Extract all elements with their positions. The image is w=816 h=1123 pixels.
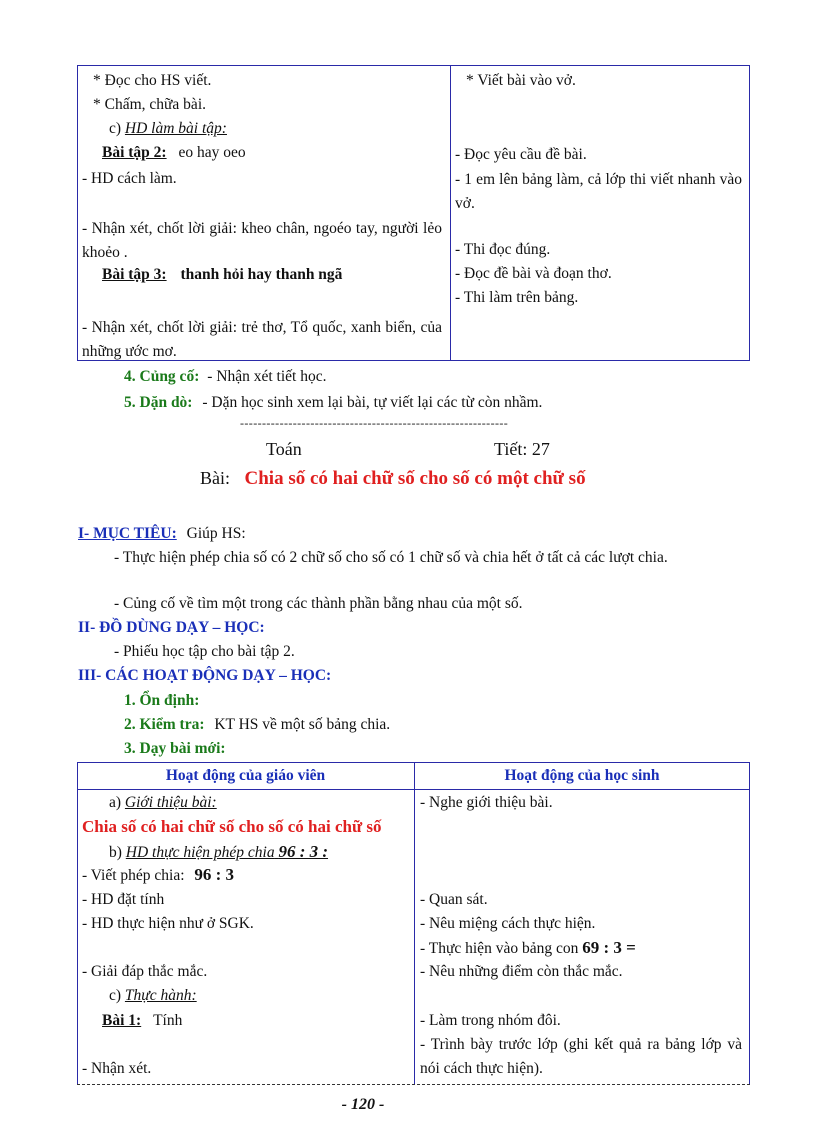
gioi-thieu-prefix: a) [109,794,125,811]
thuc-hanh-prefix: c) [109,987,125,1004]
top-left-line-2: * Chấm, chữa bài. [93,96,206,113]
top-left-line-3 [109,120,227,138]
hd-thuc-hien: - HD thực hiện như ở SGK. [82,915,254,932]
exercise-2-label: Bài tập 2: [102,144,167,161]
exercise-2-text: eo hay oeo [178,144,246,161]
student-line-7: - Trình bày trước lớp (ghi kết quả ra bảng lớp và nói cách thực hiện). [420,1036,742,1077]
section-1-p2: - Củng cố về tìm một trong các thành phần bằng nhau của một số. [114,595,523,612]
hd-lam-bai-tap: HD làm bài tập: [124,120,227,137]
thuc-hanh-line [109,987,197,1005]
hd-phep-chia [126,844,328,861]
section-3-heading: III- CÁC HOẠT ĐỘNG DẠY – HỌC: [78,667,332,684]
gioi-thieu-line [109,794,217,812]
exercise-3-label: Bài tập 3: [102,266,167,283]
hd-phep-chia-line [109,842,328,862]
top-right-line-2: - Đọc yêu cầu đề bài. [455,146,587,163]
dan-do-line [124,394,542,412]
exercise-1-line [102,1012,182,1030]
section-1-p1: - Thực hiện phép chia số có 2 chữ số cho số có 1 chữ số và chia hết ở tất cả các lượt chia. [114,549,668,566]
hd-phep-chia-expr: 96 : 3 : [278,842,329,861]
dan-do-label: 5. Dặn dò: [124,394,193,411]
step-2-text: KT HS về một số bảng chia. [214,716,391,733]
gioi-thieu-bai: Giới thiệu bài: [124,794,217,811]
step-1: 1. Ổn định: [124,692,200,709]
top-right-line-5: - Đọc đề bài và đoạn thơ. [455,265,612,282]
exercise-1-text: Tính [153,1012,183,1029]
period: Tiết: 27 [494,439,550,459]
cung-co-line [124,368,326,386]
viet-phep-chia-expr: 96 : 3 [194,865,235,884]
header-student: Hoạt động của học sinh [504,767,660,784]
viet-phep-chia: - Viết phép chia: [82,867,185,884]
dan-do-text: - Dặn học sinh xem lại bài, tự viết lại các từ còn nhầm. [202,394,543,411]
cung-co-label: 4. Củng cố: [124,368,200,385]
student-line-4-expr: 69 : 3 = [582,938,636,957]
section-1-heading-line [78,525,246,543]
lesson-label: Bài: [200,468,230,488]
student-line-6: - Làm trong nhóm đôi. [420,1012,561,1029]
bottom-table-divider [414,762,415,1084]
separator: ------------------------------------------------------------- [240,416,509,430]
top-left-line-1: * Đọc cho HS viết. [93,72,212,89]
section-1-intro: Giúp HS: [186,525,246,542]
giai-dap: - Giải đáp thắc mắc. [82,963,208,980]
hd-phep-chia-prefix: b) [109,844,126,861]
top-left-line-5: - HD cách làm. [82,170,177,187]
top-right-line-4: - Thi đọc đúng. [455,241,551,258]
student-line-4-text: - Thực hiện vào bảng con [420,940,579,957]
exercise-1-label: Bài 1: [102,1012,142,1029]
student-line-4 [420,938,636,958]
step-2-label: 2. Kiểm tra: [124,716,205,733]
thuc-hanh: Thực hành: [124,987,197,1004]
lesson-title: Chia số có hai chữ số cho số có một chữ số [244,468,586,489]
section-1-heading: I- MỤC TIÊU: [78,525,177,542]
top-table-divider [450,65,451,361]
exercise-3-line [102,266,342,284]
top-left-line-8: - Nhận xét, chốt lời giải: trẻ thơ, Tổ quốc, xanh biển, của những ước mơ. [82,319,442,360]
top-right-line-3: - 1 em lên bảng làm, cả lớp thi viết nhanh vào vở. [455,171,742,212]
student-line-2: - Quan sát. [420,891,488,908]
nhan-xet: - Nhận xét. [82,1060,152,1077]
subject: Toán [266,439,302,459]
top-right-line-1: * Viết bài vào vở. [466,72,576,89]
step-3: 3. Dạy bài mới: [124,740,226,757]
hd-dat-tinh: - HD đặt tính [82,891,165,908]
viet-phep-chia-line [82,865,234,885]
footer-rule [77,1084,750,1085]
top-left-line-3-prefix: c) [109,120,125,137]
bottom-table-header-rule [77,789,750,790]
section-2-p1: - Phiếu học tập cho bài tập 2. [114,643,295,660]
hd-phep-chia-text: HD thực hiện phép chia [125,844,275,861]
page-number: - 120 - [341,1096,385,1113]
exercise-3-text: thanh hỏi hay thanh ngã [180,266,343,283]
top-right-line-6: - Thi làm trên bảng. [455,289,579,306]
step-2-line [124,716,390,734]
section-2-heading: II- ĐỒ DÙNG DẠY – HỌC: [78,619,265,636]
top-left-line-6: - Nhận xét, chốt lời giải: kheo chân, ngoéo tay, người lẻo khoẻo . [82,220,442,261]
exercise-2-line [102,144,246,162]
student-line-5: - Nêu những điểm còn thắc mắc. [420,963,623,980]
student-line-3: - Nêu miệng cách thực hiện. [420,915,596,932]
header-teacher: Hoạt động của giáo viên [165,767,326,784]
student-line-1: - Nghe giới thiệu bài. [420,794,553,811]
cung-co-text: - Nhận xét tiết học. [207,368,327,385]
intro-title: Chia số có hai chữ số cho số có hai chữ số [82,817,382,836]
lesson-header [200,468,586,490]
